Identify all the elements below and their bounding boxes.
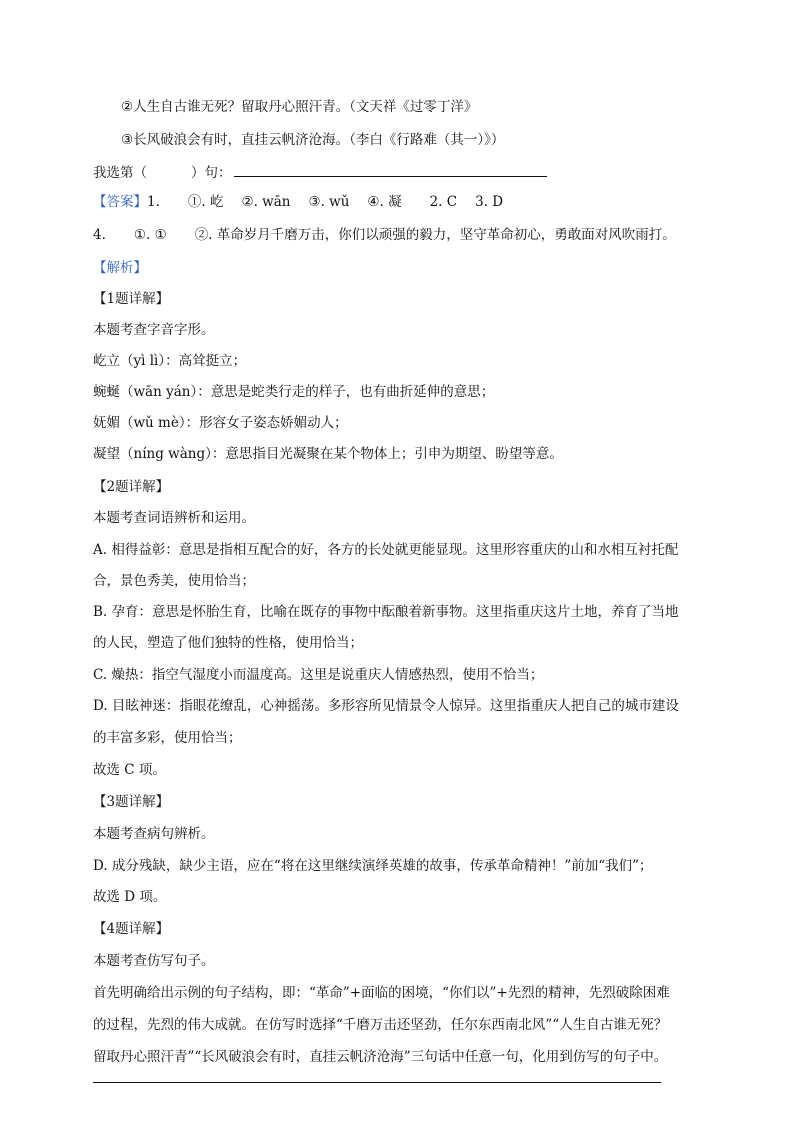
quote-3: ③长风破浪会有时，直挂云帆济沧海。（李白《行路难（其一）》） [121,132,505,148]
answer-label: 【答案】 [93,194,147,210]
answer-item: 2. C [429,194,458,210]
section-heading: 【3题详解】 [93,794,170,810]
quote-2: ②人生自古谁无死？留取丹心照汗青。（文天祥《过零丁洋》 [121,99,478,115]
answer-item: ④. 凝 [367,194,402,210]
text-line: A. 相得益彰：意思是指相互配合的好，各方的长处就更能显现。这里形容重庆的山和水相互衬托配 [93,542,679,558]
analysis-label: 【解析】 [93,260,147,276]
answer-item: 3. D [475,194,504,210]
text-line: 妩媚（wǔ mè）：形容女子姿态娇媚动人； [93,415,348,431]
text-line: 本题考查词语辨析和运用。 [93,510,255,526]
answer-line-4 [93,225,676,245]
footer-rule [93,1082,661,1083]
text-line: D. 成分残缺，缺少主语，应在“将在这里继续演绎英雄的故事，传承革命精神！”前加“我们”； [93,858,653,874]
text-line: 的过程，先烈的伟大成就。在仿写时选择“千磨万击还坚劲，任尔东西南北风”“人生自古谁无死？ [93,1017,668,1033]
text-line: B. 孕育：意思是怀胎生育，比喻在既存的事物中酝酿着新事物。这里指重庆这片土地，养育了当地 [93,604,679,620]
answer-item: ①. ① [133,227,167,243]
text-line: 的人民，塑造了他们独特的性格，使用恰当； [93,635,363,651]
choose-prefix: 我选第（ [93,165,147,181]
section-heading: 【1题详解】 [93,291,170,307]
section-heading: 【4题详解】 [93,921,170,937]
choose-suffix: ）句： [191,165,232,181]
text-line: 故选 D 项。 [93,889,167,905]
text-line: 凝望（níng wàng）：意思指目光凝聚在某个物体上；引申为期望、盼望等意。 [93,446,563,462]
text-line: C. 燥热：指空气湿度小而温度高。这里是说重庆人情感热烈，使用不恰当； [93,667,544,683]
text-line: 故选 C 项。 [93,762,166,778]
text-line: 的丰富多彩，使用恰当； [93,730,242,746]
answer-item: ②. 革命岁月千磨万击，你们以顽强的毅力，坚守革命初心，勇敢面对风吹雨打。 [194,227,676,243]
text-line: 本题考查病句辨析。 [93,826,215,842]
choose-sentence-line [93,162,547,183]
answer-item: 1. [147,194,160,210]
text-line: 本题考查仿写句子。 [93,953,215,969]
text-line: 留取丹心照汗青”“长风破浪会有时，直挂云帆济沧海”三句话中任意一句，化用到仿写的句子中。 [93,1049,668,1065]
answer-item: ②. wān [241,194,291,210]
answer-item: ③. wǔ [308,194,350,210]
text-line: 首先明确给出示例的句子结构，即：“革命”+面临的困境，“你们以”+先烈的精神，先烈破除困难 [93,985,670,1001]
text-line: D. 目眩神迷：指眼花缭乱，心神摇荡。多形容所见情景令人惊异。这里指重庆人把自己的城市建设 [93,698,679,714]
text-line: 屹立（yì lì）：高耸挺立； [93,353,247,369]
answer-blank [234,162,547,177]
text-line: 蜿蜒（wān yán）：意思是蛇类行走的样子，也有曲折延伸的意思； [93,384,495,400]
answer-item: ①. 屹 [187,194,224,210]
answer-line-1 [93,192,503,212]
section-heading: 【2题详解】 [93,479,170,495]
text-line: 合，景色秀美，使用恰当； [93,573,255,589]
answer-item: 4. [93,227,106,243]
text-line: 本题考查字音字形。 [93,322,215,338]
